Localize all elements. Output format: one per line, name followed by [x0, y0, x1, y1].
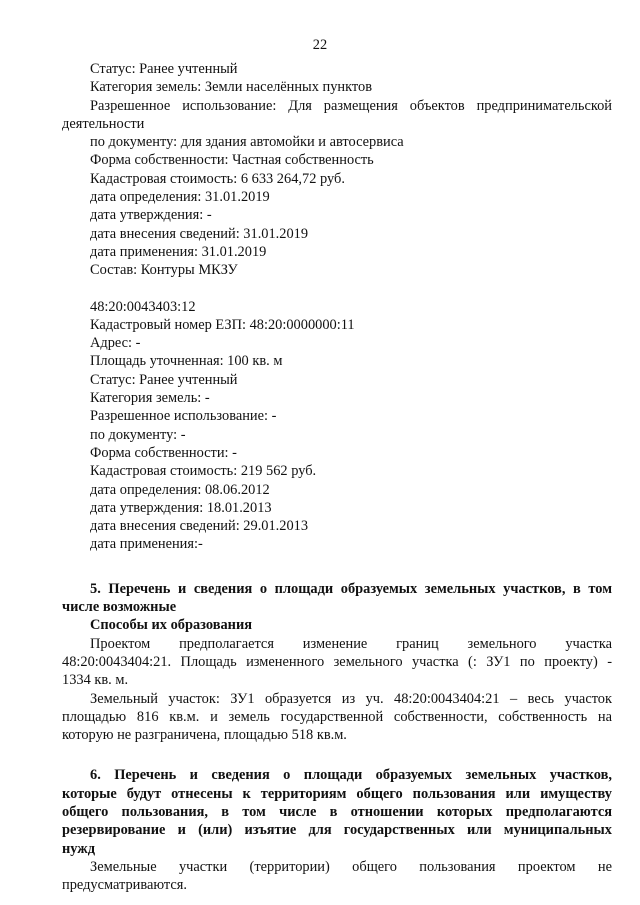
cadastral-value-line: Кадастровая стоимость: 219 562 руб.: [90, 463, 317, 480]
section-5-paragraph-2-line-3: которую не разграничена, площадью 518 кв.м.: [62, 727, 347, 744]
application-date-line: дата применения: 31.01.2019: [90, 243, 267, 260]
section-5-subheading: Способы их образования: [90, 617, 253, 634]
section-5-heading: 5. Перечень и сведения о площади образуемых земельных участков, в том: [90, 580, 612, 597]
section-6-paragraph-line-1: Земельные участки (территории) общего пользования проектом не: [90, 858, 612, 875]
permitted-use-line: Разрешенное использование: Для размещения объектов предпринимательской: [90, 97, 612, 114]
section-6-paragraph-line-2: предусматриваются.: [62, 877, 188, 894]
address-line: Адрес: -: [90, 335, 141, 352]
cadastral-number-line: 48:20:0043403:12: [90, 298, 196, 315]
section-5-paragraph-1-line-2: 48:20:0043404:21. Площадь измененного земельного участка (: ЗУ1 по проекту) -: [62, 653, 612, 670]
land-category-line: Категория земель: -: [90, 390, 210, 407]
by-document-line: по документу: для здания автомойки и автосервиса: [90, 134, 404, 151]
section-5: [62, 580, 612, 745]
section-5-heading-continuation: числе возможные: [62, 599, 177, 616]
ownership-form-line: Форма собственности: Частная собственность: [90, 152, 374, 169]
status-line: Статус: Ранее учтенный: [90, 61, 238, 77]
permitted-use-line: Разрешенное использование: -: [90, 408, 277, 425]
parcel-info-block-1: [62, 60, 612, 280]
approval-date-line: дата утверждения: 18.01.2013: [90, 499, 272, 516]
section-6-heading: 6. Перечень и сведения о площади образуемых земельных участков,: [90, 767, 612, 784]
section-5-paragraph-1-line-1: Проектом предполагается изменение границ земельного участка: [90, 635, 612, 652]
determination-date-line: дата определения: 31.01.2019: [90, 189, 270, 206]
section-5-paragraph-2-line-2: площадью 816 кв.м. и земель государственной собственности, собственность на: [62, 708, 612, 725]
land-category-line: Категория земель: Земли населённых пунктов: [90, 79, 373, 96]
parcel-info-block-2: [62, 298, 612, 554]
section-6-heading-line-3: общего пользования, в том числе в отношении которых предполагаются: [62, 803, 612, 820]
by-document-line: по документу: -: [90, 426, 186, 443]
section-6: [62, 766, 612, 894]
entry-date-line: дата внесения сведений: 29.01.2013: [90, 518, 309, 535]
cadastral-value-line: Кадастровая стоимость: 6 633 264,72 руб.: [90, 170, 345, 187]
section-5-paragraph-2-line-1: Земельный участок: ЗУ1 образуется из уч. 48:20:0043404:21 – весь участок: [90, 690, 612, 707]
page-content: [62, 60, 612, 894]
section-6-heading-line-4: резервирование и (или) изъятие для государственных или муниципальных: [62, 822, 612, 839]
ezp-number-line: Кадастровый номер ЕЗП: 48:20:0000000:11: [90, 316, 355, 333]
approval-date-line: дата утверждения: -: [90, 207, 212, 224]
section-6-heading-line-5: нужд: [62, 840, 96, 857]
application-date-line: дата применения:-: [90, 536, 203, 553]
section-5-paragraph-1-line-3: 1334 кв. м.: [62, 672, 129, 689]
section-6-heading-line-2: которые будут отнесены к территориям общего пользования или имуществу: [62, 785, 612, 802]
area-line: Площадь уточненная: 100 кв. м: [90, 353, 283, 370]
determination-date-line: дата определения: 08.06.2012: [90, 481, 270, 498]
entry-date-line: дата внесения сведений: 31.01.2019: [90, 225, 309, 242]
composition-line: Состав: Контуры МКЗУ: [90, 262, 238, 279]
status-line: Статус: Ранее учтенный: [90, 371, 238, 388]
ownership-form-line: Форма собственности: -: [90, 444, 237, 461]
page-number: 22: [312, 37, 328, 53]
permitted-use-continuation: деятельности: [62, 115, 145, 132]
